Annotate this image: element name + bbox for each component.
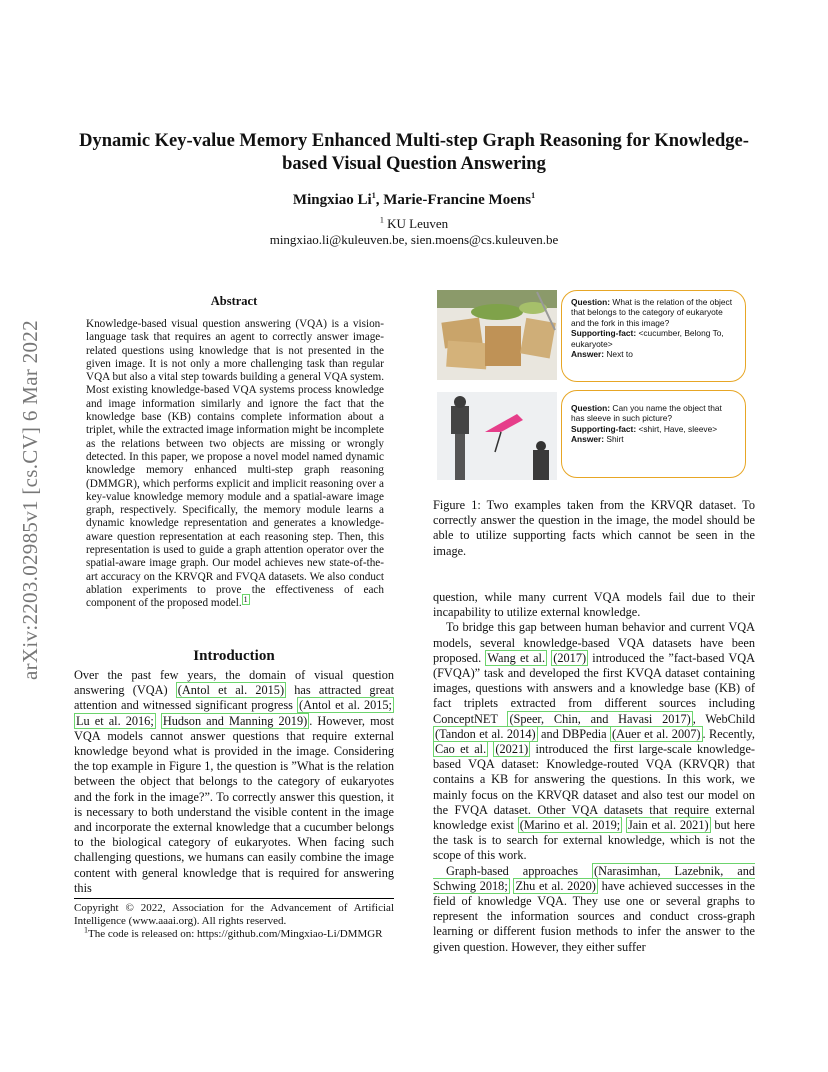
body-text: but here the task is to search for external knowledge, which is not the scope of this work. xyxy=(433,818,755,863)
introduction-heading: Introduction xyxy=(193,648,275,664)
citation-link[interactable]: Cao et al. xyxy=(435,742,487,757)
paragraph xyxy=(433,620,755,863)
body-text: introduced the first large-scale knowledge-based VQA dataset: Knowledge-routed VQA (KRVQR) that contains a KB for answering the questions. In this work, we mainly focus on the KRVQR dataset and also test our model on the FVQA dataset. Other VQA datasets that require external knowledge exist xyxy=(433,742,755,833)
body-text: Graph-based approaches xyxy=(446,863,592,878)
author-sup: 1 xyxy=(371,191,376,200)
author-list: Mingxiao Li$^1$, Marie-Francine Moens$^1$ xyxy=(292,191,536,208)
body-text: , WebChild xyxy=(692,711,755,726)
author-name: Marie-Francine Moens xyxy=(383,192,532,208)
affiliation-sup: 1 xyxy=(379,215,384,225)
right-column-body xyxy=(433,590,755,955)
author-sup: 1 xyxy=(531,191,536,200)
body-text: and DBPedia xyxy=(537,726,611,741)
copyright-notice: Copyright © 2022, Association for the Advancement of Artificial Intelligence (www.aaai.org). All rights reserved. xyxy=(74,902,394,927)
citation-link[interactable]: (Tandon et al. 2014) xyxy=(435,726,536,741)
citation-link[interactable]: (Narasimhan, Lazebnik, and Schwing 2018; xyxy=(433,863,755,893)
citation-link[interactable]: (2017) xyxy=(553,650,587,665)
fact-text: <shirt, Have, sleeve> xyxy=(636,423,718,434)
arxiv-identifier: arXiv:2203.02985v1 [cs.CV] 6 Mar 2022 xyxy=(18,320,42,680)
question-label: Question: xyxy=(571,403,611,413)
citation-link[interactable]: (Speer, Chin, and Havasi 2017) xyxy=(509,711,691,726)
intro-text: Over the past few years, the domain of visual question answering (VQA) xyxy=(74,668,394,698)
affiliation-block xyxy=(100,216,728,248)
citation-link[interactable]: (2021) xyxy=(495,742,529,757)
citation-link[interactable]: Lu et al. 2016; xyxy=(76,713,154,728)
example-box-1 xyxy=(561,290,746,382)
citation-link[interactable]: Jain et al. 2021) xyxy=(627,818,709,833)
question-text: Can you name the object that has sleeve in such picture? xyxy=(571,403,722,424)
question-label: Question: xyxy=(571,297,611,307)
fact-text: <cucumber, Belong To, eukaryote> xyxy=(571,328,724,349)
food-photo-icon xyxy=(437,290,557,380)
figure-image-statue xyxy=(437,392,557,480)
affiliation: KU Leuven xyxy=(387,216,449,231)
fact-label: Supporting-fact: xyxy=(571,328,637,339)
answer-text: Next to xyxy=(604,349,633,360)
answer-label: Answer: xyxy=(571,434,605,445)
figure-caption: Figure 1: Two examples taken from the KRVQR dataset. To correctly answer the question in the image, the model should be able to utilize supporting facts which cannot be seen in the image. xyxy=(433,498,755,558)
citation-link[interactable]: (Marino et al. 2019; xyxy=(519,818,621,833)
footnote-mark: 1 xyxy=(84,925,88,935)
intro-text: . However, most VQA models cannot answer questions that require external knowledge beyond what is provided in the image. Considering the top example in Figure 1, the question is ”What is the relation between the object that belongs to the category of eukaryotes and the fork in the image?”. To correctly answer this question, it is necessary to both understand the visible content in the image and incorporate the external knowledge that a cucumber belongs to the biological category of eukaryotes. When facing such challenging questions, we humans can easily combine the image content with general knowledge that is required for answering this xyxy=(74,713,395,895)
paper-title: Dynamic Key-value Memory Enhanced Multi-step Graph Reasoning for Knowledge-based Visual Question Answering xyxy=(79,131,749,174)
citation-link[interactable]: (Antol et al. 2015; xyxy=(298,698,392,713)
citation-link[interactable]: Hudson and Manning 2019) xyxy=(162,713,308,728)
footnote-link[interactable]: 1 xyxy=(243,594,248,604)
fact-label: Supporting-fact: xyxy=(571,423,637,434)
abstract-heading: Abstract xyxy=(210,294,258,308)
body-text: . Recently, xyxy=(702,726,755,741)
answer-text: Shirt xyxy=(604,434,624,445)
question-text: What is the relation of the object that belongs to the category of eukaryote and the fork in this image? xyxy=(571,297,733,328)
body-text: have achieved successes in the field of knowledge VQA. They use one or several graphs to represent the information sources and conduct cross-graph learning or different fusion methods to infer the answer to the given question. However, they either suffer xyxy=(433,878,755,954)
paragraph: question, while many current VQA models fail due to their incapability to utilize external knowledge. xyxy=(433,590,755,620)
answer-label: Answer: xyxy=(571,349,605,360)
citation-link[interactable]: (Antol et al. 2015) xyxy=(177,683,285,698)
footnotes xyxy=(74,898,394,941)
citation-link[interactable]: Wang et al. xyxy=(487,650,546,665)
body-text: introduced the ”fact-based VQA (FVQA)” task and developed the first KVQA dataset containing images, questions with answers and a knowledge base (KB) of fact triplets extracted from different sources including ConceptNET xyxy=(433,650,755,726)
citation-link[interactable]: Zhu et al. 2020) xyxy=(515,878,596,893)
abstract-body: Knowledge-based visual question answering (VQA) is a vision-language task that requires an agent to correctly answer image-related questions using knowledge that is not presented in the given image. It is not only a more challenging task than regular VQA but also a vital step towards building a general VQA system. Most existing knowledge-based VQA systems process knowledge and image information similarly and ignore the fact that the knowledge base (KB) contains complete information about a triplet, while the extracted image information might be incomplete as the relations between two objects are missing or wrongly detected. In this paper, we propose a novel model named dynamic knowledge memory enhanced multi-step graph reasoning (DMMGR), which performs explicit and implicit reasoning over a key-value knowledge memory module and a spatial-aware image graph, respectively. Specifically, the memory module learns a dynamic knowledge representation and generates a knowledge-aware question representation at each reasoning step. Then, this representation is used to guide a graph attention operator over the spatial-aware image graph. Our model achieves new state-of-the-art accuracy on the KRVQR and FVQA datasets. We also conduct ablation experiments to prove the effectiveness of each component of the proposed model. xyxy=(86,318,384,610)
example-box-2 xyxy=(561,390,746,478)
author-emails: mingxiao.li@kuleuven.be, sien.moens@cs.kuleuven.be xyxy=(269,232,559,247)
body-text: To bridge this gap between human behavior and current VQA models, several knowledge-based VQA datasets have been proposed. xyxy=(433,620,755,665)
statue-photo-icon xyxy=(437,392,557,480)
intro-text: has attracted great attention and witnessed significant progress xyxy=(74,683,394,713)
abstract-text xyxy=(86,318,384,611)
figure-image-food xyxy=(437,290,557,380)
introduction-body xyxy=(74,668,394,896)
author-name: Mingxiao Li xyxy=(292,192,372,208)
code-footnote: The code is released on: https://github.com/Mingxiao-Li/DMMGR xyxy=(88,928,383,940)
citation-link[interactable]: (Auer et al. 2007) xyxy=(612,726,701,741)
paragraph xyxy=(433,864,755,955)
